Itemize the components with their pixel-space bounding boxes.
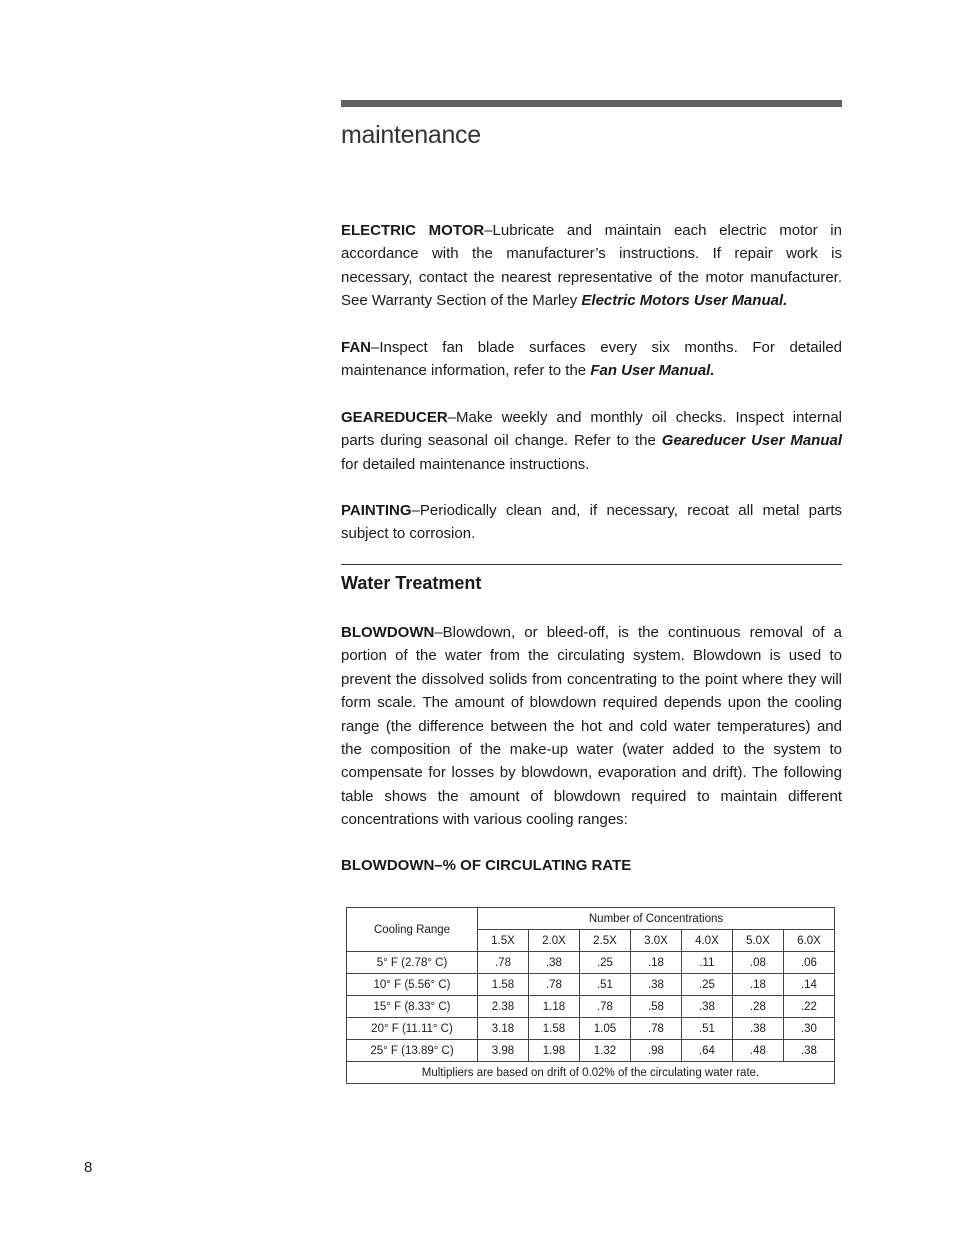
table-cell: .51 — [681, 1018, 732, 1040]
fan-text: –Inspect fan blade surfaces every six months. For detailed maintenance information, refer to the — [341, 339, 842, 380]
section-divider — [341, 564, 842, 565]
table-cell: .48 — [732, 1040, 783, 1062]
fan-manual-ref: Fan User Manual. — [590, 362, 715, 380]
table-cell: 1.98 — [528, 1040, 579, 1062]
electric-motor-paragraph — [341, 219, 842, 313]
table-row — [347, 1018, 835, 1040]
table-cell: .25 — [681, 974, 732, 996]
blowdown-paragraph — [341, 621, 842, 832]
electric-motors-manual-ref: Electric Motors User Manual. — [581, 292, 788, 310]
column-header: 5.0X — [732, 930, 783, 952]
table-cell: .06 — [783, 952, 834, 974]
water-treatment-heading: Water Treatment — [341, 573, 482, 593]
table-cell: .14 — [783, 974, 834, 996]
table-cell: .18 — [732, 974, 783, 996]
header-rule — [341, 100, 842, 107]
table-row — [347, 974, 835, 996]
table-cell: .38 — [783, 1040, 834, 1062]
table-cell: .78 — [478, 952, 529, 974]
table-cell: .78 — [630, 1018, 681, 1040]
electric-motor-lead: ELECTRIC MOTOR — [341, 222, 485, 239]
table-cell: .38 — [681, 996, 732, 1018]
column-header: 2.0X — [528, 930, 579, 952]
table-cell: 3.18 — [478, 1018, 529, 1040]
row-range: 5° F (2.78° C) — [347, 952, 478, 974]
blowdown-table — [346, 907, 835, 1084]
table-row — [347, 1040, 835, 1062]
table-cell: .30 — [783, 1018, 834, 1040]
section-title: maintenance — [341, 121, 481, 149]
table-cell: 1.32 — [579, 1040, 630, 1062]
table-row — [347, 952, 835, 974]
table-cell: .11 — [681, 952, 732, 974]
table-cell: 1.18 — [528, 996, 579, 1018]
blowdown-text: –Blowdown, or bleed-off, is the continuous removal of a portion of the water from the circulating system. Blowdown is used to prevent the dissolved solids from concentrating to the point where they will form scale. The amount of blowdown required depends upon the cooling range (the difference between the hot and cold water temperatures) and the composition of the make-up water (water added to the system to compensate for losses by blowdown, evaporation and drift). The following table shows the amount of blowdown required to maintain different concentrations with various cooling ranges: — [341, 624, 842, 829]
concentrations-group-header: Number of Concentrations — [478, 908, 835, 930]
table-cell: .25 — [579, 952, 630, 974]
table-cell: .98 — [630, 1040, 681, 1062]
row-range: 20° F (11.11° C) — [347, 1018, 478, 1040]
table-cell: .78 — [579, 996, 630, 1018]
geareducer-text: –Make weekly and monthly oil checks. Inspect internal parts during seasonal oil change. Refer to the — [341, 409, 842, 450]
blowdown-lead: BLOWDOWN — [341, 624, 435, 641]
column-header: 2.5X — [579, 930, 630, 952]
row-range: 15° F (8.33° C) — [347, 996, 478, 1018]
table-cell: .38 — [732, 1018, 783, 1040]
geareducer-paragraph — [341, 406, 842, 476]
table-header-row — [347, 908, 835, 930]
table-cell: .18 — [630, 952, 681, 974]
column-header: 6.0X — [783, 930, 834, 952]
electric-motor-text: –Lubricate and maintain each electric motor in accordance with the manufacturer’s instructions. If repair work is necessary, contact the nearest representative of the motor manufacturer. See Warranty Section of the Marley — [341, 222, 842, 310]
column-header: 3.0X — [630, 930, 681, 952]
table-footnote-row — [347, 1062, 835, 1084]
table-cell: .64 — [681, 1040, 732, 1062]
geareducer-text-after: for detailed maintenance instructions. — [341, 455, 590, 473]
painting-paragraph — [341, 499, 842, 546]
table-cell: .22 — [783, 996, 834, 1018]
table-cell: 1.05 — [579, 1018, 630, 1040]
page-number: 8 — [84, 1159, 93, 1176]
table-cell: .38 — [630, 974, 681, 996]
table-cell: .08 — [732, 952, 783, 974]
table-cell: .58 — [630, 996, 681, 1018]
row-range: 10° F (5.56° C) — [347, 974, 478, 996]
table-footnote: Multipliers are based on drift of 0.02% of the circulating water rate. — [347, 1062, 835, 1084]
table-cell: .51 — [579, 974, 630, 996]
table-cell: .78 — [528, 974, 579, 996]
table-title: BLOWDOWN–% OF CIRCULATING RATE — [341, 857, 632, 874]
table-cell: 1.58 — [478, 974, 529, 996]
column-header: 1.5X — [478, 930, 529, 952]
table-cell: 3.98 — [478, 1040, 529, 1062]
row-range: 25° F (13.89° C) — [347, 1040, 478, 1062]
painting-text: –Periodically clean and, if necessary, recoat all metal parts subject to corrosion. — [341, 502, 842, 543]
table-cell: 2.38 — [478, 996, 529, 1018]
geareducer-manual-ref: Geareducer User Manual — [661, 432, 843, 450]
fan-lead: FAN — [341, 339, 371, 356]
fan-paragraph — [341, 336, 842, 383]
table-cell: .38 — [528, 952, 579, 974]
table-cell: .28 — [732, 996, 783, 1018]
painting-lead: PAINTING — [341, 502, 412, 519]
geareducer-lead: GEAREDUCER — [341, 409, 448, 426]
cooling-range-header: Cooling Range — [347, 908, 478, 952]
column-header: 4.0X — [681, 930, 732, 952]
table-cell: 1.58 — [528, 1018, 579, 1040]
table-row — [347, 996, 835, 1018]
